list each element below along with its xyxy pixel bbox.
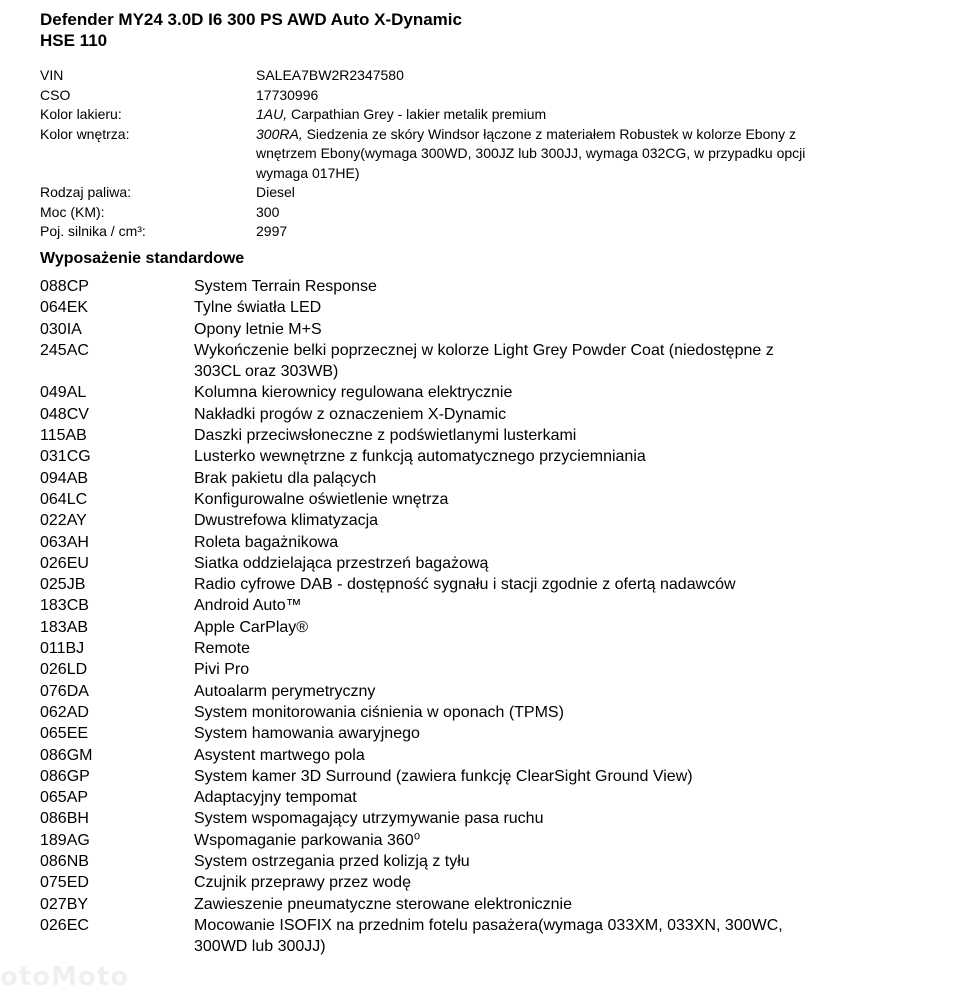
option-description: Wspomaganie parkowania 360⁰ bbox=[194, 831, 421, 849]
spec-label: Kolor wnętrza: bbox=[40, 125, 130, 142]
list-item bbox=[40, 489, 940, 510]
option-code: 086BH bbox=[40, 810, 89, 828]
spec-value-text: SALEA7BW2R2347580 bbox=[256, 67, 404, 83]
option-code: 031CG bbox=[40, 448, 91, 466]
option-code: 065EE bbox=[40, 725, 89, 743]
option-code: 062AD bbox=[40, 703, 89, 721]
spec-row-cso bbox=[40, 86, 920, 106]
option-description: Android Auto™ bbox=[194, 597, 302, 615]
option-code: 027BY bbox=[40, 895, 89, 913]
option-code: 115AB bbox=[40, 427, 87, 445]
option-description: Siatka oddzielająca przestrzeń bagażową bbox=[194, 554, 489, 572]
list-item bbox=[40, 510, 940, 531]
spec-value-text: Diesel bbox=[256, 184, 295, 200]
option-code: 075ED bbox=[40, 874, 89, 892]
spec-value bbox=[256, 86, 856, 106]
option-code: 026EC bbox=[40, 916, 89, 934]
option-description: System wspomagający utrzymywanie pasa ruchu bbox=[194, 810, 544, 828]
spec-value-text: 2997 bbox=[256, 223, 288, 239]
option-description: Lusterko wewnętrzne z funkcją automatycznego przyciemniania bbox=[194, 448, 646, 466]
option-code: 064LC bbox=[40, 490, 88, 508]
list-item bbox=[40, 276, 940, 297]
option-description: Remote bbox=[194, 640, 251, 658]
spec-label: Moc (KM): bbox=[40, 203, 105, 220]
list-item bbox=[40, 681, 940, 702]
spec-label: Poj. silnika / cm³: bbox=[40, 223, 146, 239]
option-description: Opony letnie M+S bbox=[194, 320, 322, 338]
option-description: Brak pakietu dla palących bbox=[194, 469, 377, 487]
option-code: 048CV bbox=[40, 405, 89, 423]
option-description: Tylne światła LED bbox=[194, 299, 322, 317]
option-code: 189AG bbox=[40, 831, 90, 849]
option-description: Zawieszenie pneumatyczne sterowane elektronicznie bbox=[194, 895, 572, 913]
spec-row-interior-color bbox=[40, 125, 920, 184]
list-item bbox=[40, 595, 940, 616]
option-description: Autoalarm perymetryczny bbox=[194, 682, 376, 700]
list-item bbox=[40, 446, 940, 467]
spec-row-fuel bbox=[40, 183, 920, 203]
list-item bbox=[40, 319, 940, 340]
list-item bbox=[40, 553, 940, 574]
option-description: Daszki przeciwsłoneczne z podświetlanymi lusterkami bbox=[194, 427, 577, 445]
list-item bbox=[40, 425, 940, 446]
option-code: 026LD bbox=[40, 661, 88, 679]
option-code: 025JB bbox=[40, 576, 86, 594]
spec-value bbox=[256, 105, 856, 125]
option-description: System kamer 3D Surround (zawiera funkcję ClearSight Ground View) bbox=[194, 767, 693, 785]
option-code: 183CB bbox=[40, 597, 89, 615]
option-code: 026EU bbox=[40, 554, 89, 572]
list-item bbox=[40, 787, 940, 808]
spec-value bbox=[256, 203, 856, 223]
spec-label: VIN bbox=[40, 67, 64, 83]
list-item bbox=[40, 745, 940, 766]
option-code: 086NB bbox=[40, 853, 89, 871]
spec-row-engine-capacity bbox=[40, 222, 920, 242]
spec-value-code: 1AU, bbox=[256, 106, 288, 122]
spec-value-text: 300 bbox=[256, 203, 280, 220]
spec-value bbox=[256, 125, 856, 184]
option-description: Asystent martwego pola bbox=[194, 746, 365, 764]
spec-row-power bbox=[40, 203, 920, 223]
list-item bbox=[40, 872, 940, 893]
watermark-logo: otoMoto bbox=[0, 962, 130, 992]
list-item bbox=[40, 915, 940, 958]
option-code: 011BJ bbox=[40, 640, 85, 658]
option-code: 065AP bbox=[40, 789, 89, 807]
option-description: System hamowania awaryjnego bbox=[194, 725, 420, 743]
option-code: 094AB bbox=[40, 469, 89, 487]
option-description: Apple CarPlay® bbox=[194, 618, 309, 636]
option-code: 088CP bbox=[40, 278, 89, 295]
option-code: 086GM bbox=[40, 746, 93, 764]
spec-value bbox=[256, 66, 856, 86]
list-item bbox=[40, 532, 940, 553]
option-code: 245AC bbox=[40, 341, 89, 359]
option-code: 022AY bbox=[40, 512, 87, 530]
list-item bbox=[40, 574, 940, 595]
list-item bbox=[40, 830, 940, 851]
spec-value-text: Siedzenia ze skóry Windsor łączone z materiałem Robustek w kolorze Ebony z wnętrzem Ebony(wymaga 300WD, 300JZ lub 300JJ, wymaga 032CG, w przypadku opcji wymaga 017HE) bbox=[256, 125, 806, 181]
list-item bbox=[40, 894, 940, 915]
option-description: Dwustrefowa klimatyzacja bbox=[194, 512, 379, 530]
list-item bbox=[40, 617, 940, 638]
list-item bbox=[40, 723, 940, 744]
list-item bbox=[40, 638, 940, 659]
option-code: 086GP bbox=[40, 767, 90, 785]
option-description: Adaptacyjny tempomat bbox=[194, 789, 357, 807]
option-description: Kolumna kierownicy regulowana elektrycznie bbox=[194, 384, 513, 402]
list-item bbox=[40, 468, 940, 489]
option-description: Czujnik przeprawy przez wodę bbox=[194, 874, 411, 892]
spec-table bbox=[40, 66, 920, 242]
list-item bbox=[40, 659, 940, 680]
spec-value-text: 17730996 bbox=[256, 86, 319, 103]
spec-value-code: 300RA, bbox=[256, 125, 303, 142]
list-item bbox=[40, 404, 940, 425]
option-code: 076DA bbox=[40, 682, 89, 700]
option-description: System ostrzegania przed kolizją z tyłu bbox=[194, 853, 470, 871]
list-item bbox=[40, 766, 940, 787]
spec-value-text: Carpathian Grey - lakier metalik premium bbox=[287, 106, 547, 122]
spec-value bbox=[256, 222, 856, 242]
option-code: 049AL bbox=[40, 384, 87, 402]
list-item bbox=[40, 851, 940, 872]
spec-label: Kolor lakieru: bbox=[40, 106, 122, 122]
list-item bbox=[40, 702, 940, 723]
list-item bbox=[40, 382, 940, 403]
option-code: 183AB bbox=[40, 618, 89, 636]
option-description: Mocowanie ISOFIX na przednim fotelu pasażera(wymaga 033XM, 033XN, 300WC, 300WD lub 300JJ) bbox=[194, 916, 783, 956]
option-description: Nakładki progów z oznaczeniem X-Dynamic bbox=[194, 405, 507, 423]
option-description: Wykończenie belki poprzecznej w kolorze Light Grey Powder Coat (niedostępne z 303CL oraz 303WB) bbox=[194, 341, 774, 381]
option-code: 030IA bbox=[40, 320, 82, 338]
standard-equipment-list bbox=[40, 276, 940, 958]
spec-row-vin bbox=[40, 66, 920, 86]
option-code: 064EK bbox=[40, 299, 89, 317]
option-description: Konfigurowalne oświetlenie wnętrza bbox=[194, 490, 449, 508]
page-title: Defender MY24 3.0D I6 300 PS AWD Auto X-Dynamic HSE 110 bbox=[40, 10, 462, 50]
list-item bbox=[40, 340, 940, 383]
option-description: System monitorowania ciśnienia w oponach (TPMS) bbox=[194, 703, 564, 721]
option-code: 063AH bbox=[40, 533, 89, 551]
option-description: Radio cyfrowe DAB - dostępność sygnału i stacji zgodnie z ofertą nadawców bbox=[194, 576, 736, 594]
list-item bbox=[40, 808, 940, 829]
option-description: Roleta bagażnikowa bbox=[194, 533, 339, 551]
section-heading-standard-equipment: Wyposażenie standardowe bbox=[40, 250, 245, 267]
list-item bbox=[40, 297, 940, 318]
spec-row-paint-color bbox=[40, 105, 920, 125]
option-description: Pivi Pro bbox=[194, 661, 250, 679]
spec-label: Rodzaj paliwa: bbox=[40, 184, 132, 200]
spec-label: CSO bbox=[40, 86, 71, 103]
option-description: System Terrain Response bbox=[194, 278, 377, 295]
spec-value bbox=[256, 183, 856, 203]
